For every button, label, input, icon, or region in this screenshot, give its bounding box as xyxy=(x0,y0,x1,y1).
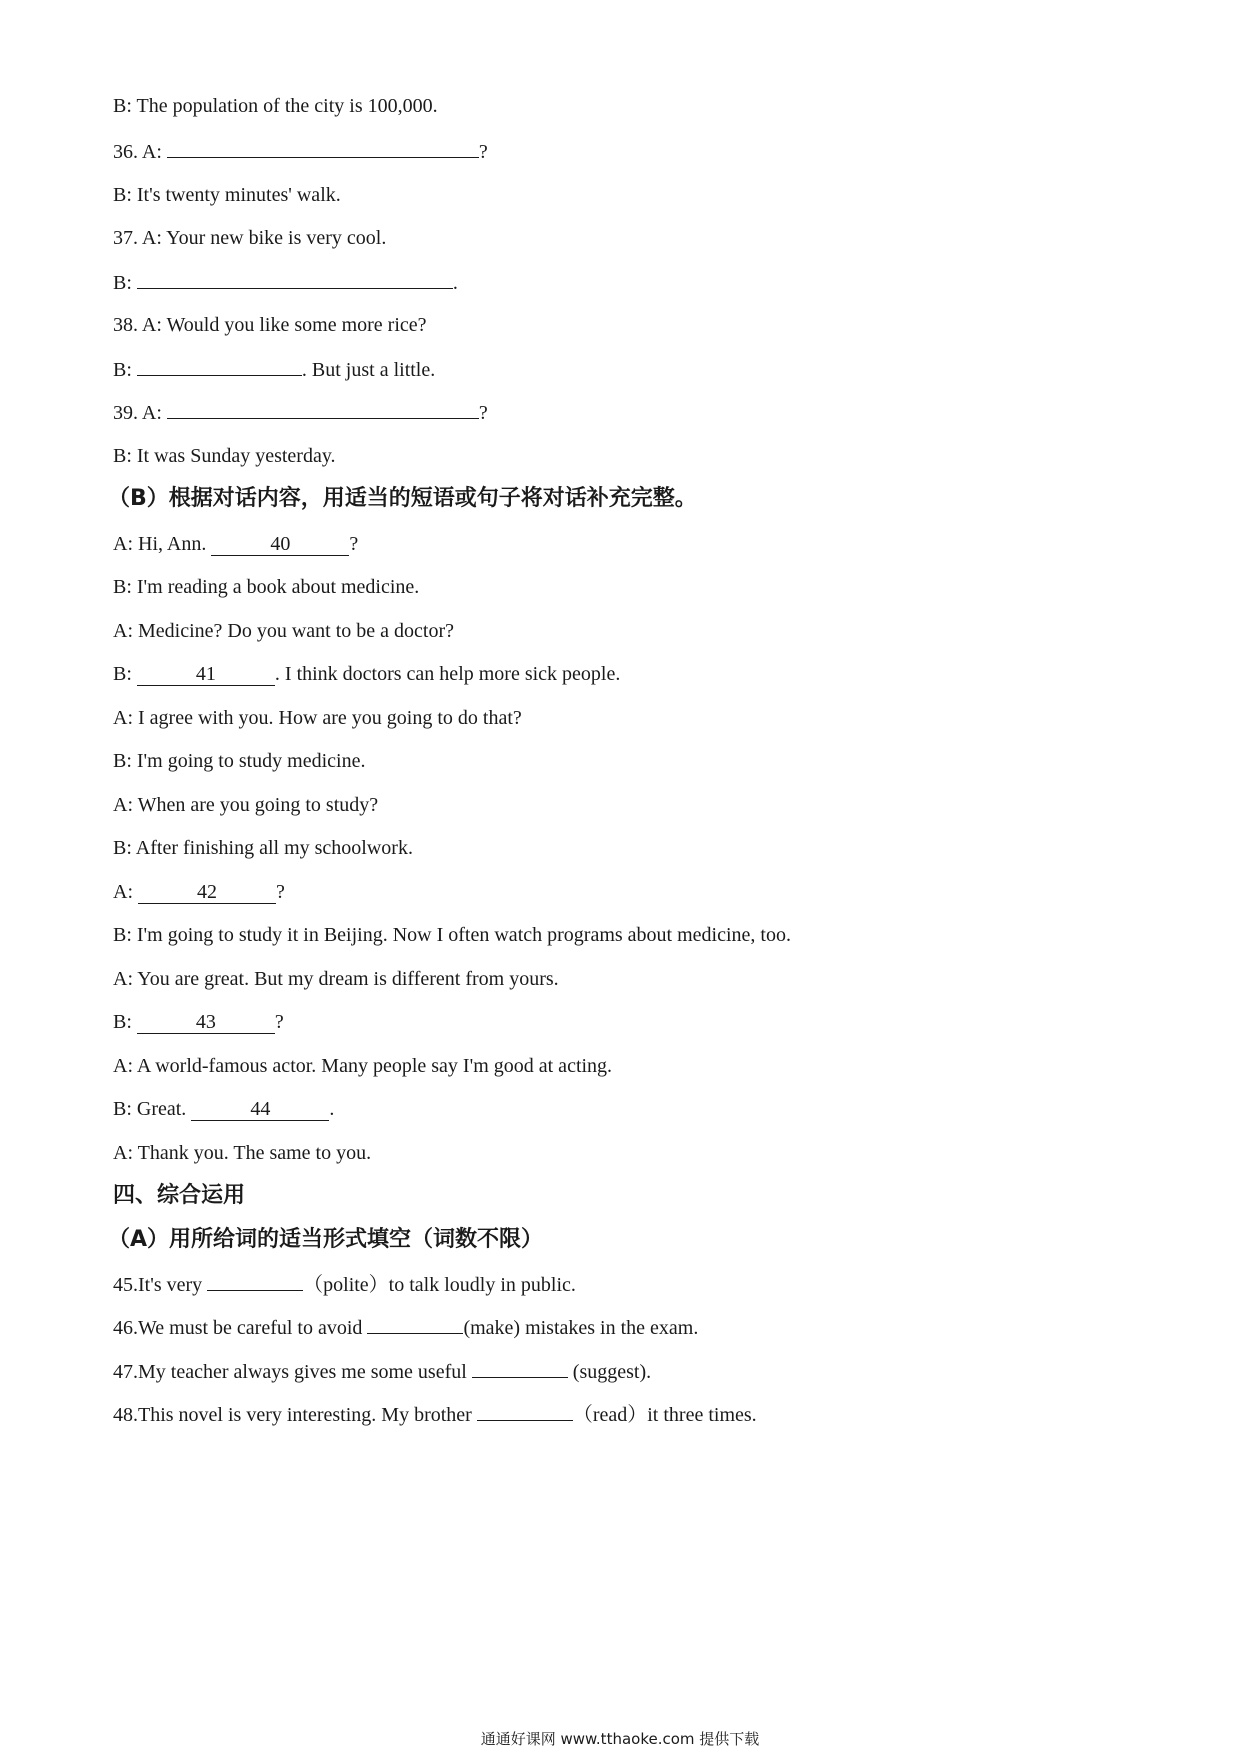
dialogue-suffix: . I think doctors can help more sick people. xyxy=(274,663,621,685)
question-prefix: 48.This novel is very interesting. My brother xyxy=(113,1404,477,1426)
dialogue-prefix: A: Hi, Ann. xyxy=(113,533,212,555)
question-prefix: 45.It's very xyxy=(113,1274,208,1296)
question-prefix: 39. A: xyxy=(113,402,167,424)
dialogue-suffix: ? xyxy=(349,533,359,555)
numbered-blank-41[interactable]: 41 xyxy=(137,663,275,686)
section-four-heading: 四、综合运用 xyxy=(113,1183,246,1208)
dialogue-41 xyxy=(113,660,620,688)
question-prefix: 36. A: xyxy=(113,141,167,163)
answer-blank[interactable] xyxy=(137,268,453,289)
question-39 xyxy=(113,398,488,427)
dialogue-line: B: The population of the city is 100,000. xyxy=(113,95,438,117)
dialogue-line: A: A world-famous actor. Many people say I'm good at acting. xyxy=(113,1055,613,1077)
answer-blank[interactable] xyxy=(477,1400,573,1421)
question-suffix: ? xyxy=(478,402,488,424)
numbered-blank-43[interactable]: 43 xyxy=(137,1011,275,1034)
answer-blank[interactable] xyxy=(167,398,479,419)
question-prefix: B: xyxy=(113,272,137,294)
question-45 xyxy=(113,1270,576,1299)
dialogue-44 xyxy=(113,1095,334,1123)
question-38-answer xyxy=(113,355,435,384)
dialogue-line: A: I agree with you. How are you going to do that? xyxy=(113,707,522,729)
section-four-a-heading: （A）用所给词的适当形式填空（词数不限） xyxy=(108,1227,544,1252)
dialogue-line: A: Thank you. The same to you. xyxy=(113,1142,372,1164)
answer-blank[interactable] xyxy=(137,355,302,376)
question-suffix: . xyxy=(452,272,458,294)
numbered-blank-42[interactable]: 42 xyxy=(138,881,276,904)
question-38: 38. A: Would you like some more rice? xyxy=(113,314,427,336)
dialogue-line: A: When are you going to study? xyxy=(113,794,379,816)
question-suffix: (make) mistakes in the exam. xyxy=(463,1317,699,1339)
question-46 xyxy=(113,1313,698,1342)
numbered-blank-44[interactable]: 44 xyxy=(191,1098,329,1121)
section-b-heading: （B）根据对话内容，用适当的短语或句子将对话补充完整。 xyxy=(108,486,697,511)
question-36 xyxy=(113,137,488,166)
question-48 xyxy=(113,1400,757,1429)
dialogue-prefix: B: Great. xyxy=(113,1098,192,1120)
dialogue-line: B: I'm going to study it in Beijing. Now I often watch programs about medicine, too. xyxy=(113,924,791,946)
question-suffix: (suggest). xyxy=(567,1361,652,1383)
question-37-answer xyxy=(113,268,458,297)
answer-blank[interactable] xyxy=(207,1270,303,1291)
dialogue-40 xyxy=(113,530,358,558)
page-footer: 通通好课网 www.tthaoke.com 提供下载 xyxy=(480,1730,760,1748)
dialogue-line: A: Medicine? Do you want to be a doctor? xyxy=(113,620,455,642)
question-suffix: （polite）to talk loudly in public. xyxy=(303,1274,576,1296)
question-37: 37. A: Your new bike is very cool. xyxy=(113,227,387,249)
dialogue-prefix: A: xyxy=(113,881,138,903)
dialogue-prefix: B: xyxy=(113,663,137,685)
dialogue-suffix: ? xyxy=(276,881,285,903)
dialogue-line: B: It was Sunday yesterday. xyxy=(113,445,336,467)
answer-blank[interactable] xyxy=(167,137,479,158)
dialogue-suffix: . xyxy=(329,1098,335,1120)
dialogue-line: A: You are great. But my dream is different from yours. xyxy=(113,968,559,990)
dialogue-43 xyxy=(113,1008,284,1036)
question-suffix: . But just a little. xyxy=(301,359,436,381)
question-prefix: 47.My teacher always gives me some useful xyxy=(113,1361,472,1383)
dialogue-line: B: It's twenty minutes' walk. xyxy=(113,184,341,206)
answer-blank[interactable] xyxy=(472,1357,568,1378)
question-suffix: ? xyxy=(478,141,488,163)
answer-blank[interactable] xyxy=(367,1313,463,1334)
dialogue-line: B: I'm reading a book about medicine. xyxy=(113,576,420,598)
question-47 xyxy=(113,1357,651,1386)
numbered-blank-40[interactable]: 40 xyxy=(211,533,349,556)
dialogue-prefix: B: xyxy=(113,1011,137,1033)
dialogue-suffix: ? xyxy=(274,1011,284,1033)
question-prefix: 46.We must be careful to avoid xyxy=(113,1317,368,1339)
question-prefix: B: xyxy=(113,359,137,381)
dialogue-42 xyxy=(113,878,285,906)
dialogue-line: B: I'm going to study medicine. xyxy=(113,750,366,772)
question-suffix: （read）it three times. xyxy=(572,1404,757,1426)
dialogue-line: B: After finishing all my schoolwork. xyxy=(113,837,413,859)
